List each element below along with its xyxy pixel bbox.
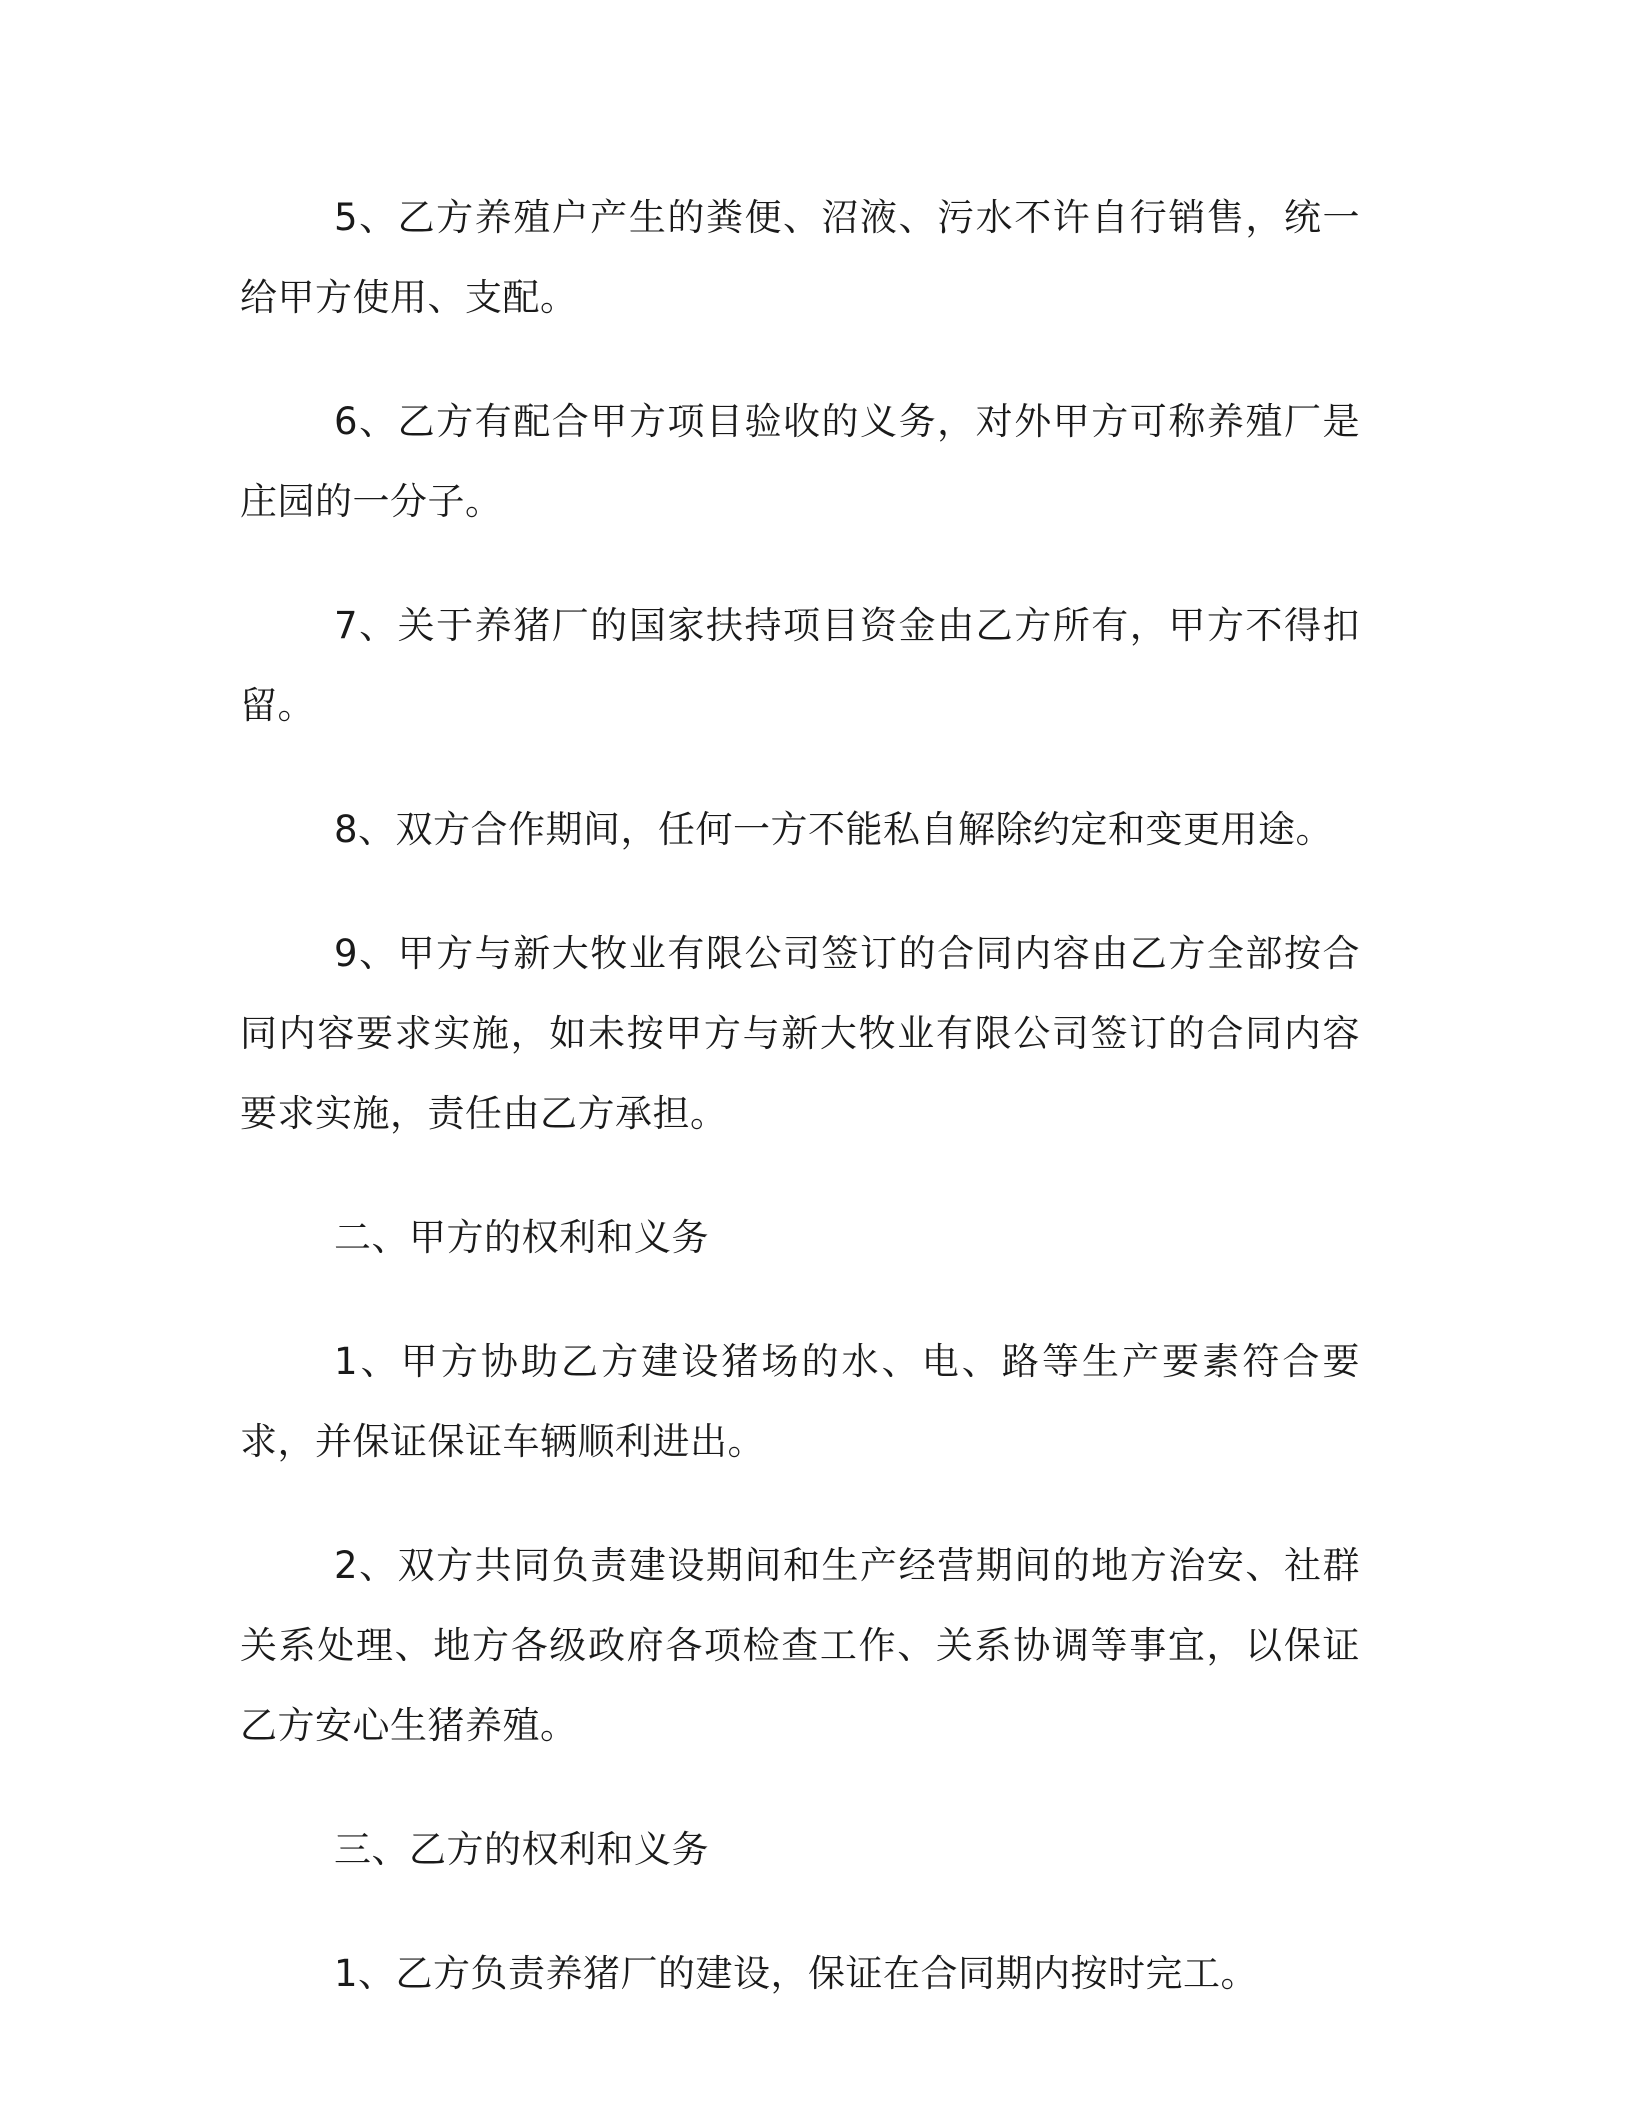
party-a-clause-2: 2、双方共同负责建设期间和生产经营期间的地方治安、社群关系处理、地方各级政府各项检查工作、关系协调等事宜，以保证乙方安心生猪养殖。 [240,1544,1360,1747]
clause-8: 8、双方合作期间，任何一方不能私自解除约定和变更用途。 [334,808,1334,851]
clause-5: 5、乙方养殖户产生的粪便、沼液、污水不许自行销售，统一给甲方使用、支配。 [240,196,1360,319]
section-heading-party-a: 二、甲方的权利和义务 [334,1216,709,1259]
document-body [240,178,1360,2058]
clause-7: 7、关于养猪厂的国家扶持项目资金由乙方所有，甲方不得扣留。 [240,604,1360,727]
clause-9: 9、甲方与新大牧业有限公司签订的合同内容由乙方全部按合同内容要求实施，如未按甲方与新大牧业有限公司签订的合同内容要求实施，责任由乙方承担。 [240,932,1360,1135]
section-heading-party-b: 三、乙方的权利和义务 [334,1828,709,1871]
clause-6: 6、乙方有配合甲方项目验收的义务，对外甲方可称养殖厂是庄园的一分子。 [240,400,1360,523]
party-a-clause-1: 1、甲方协助乙方建设猪场的水、电、路等生产要素符合要求，并保证保证车辆顺利进出。 [240,1340,1360,1463]
party-b-clause-1: 1、乙方负责养猪厂的建设，保证在合同期内按时完工。 [334,1952,1259,1995]
